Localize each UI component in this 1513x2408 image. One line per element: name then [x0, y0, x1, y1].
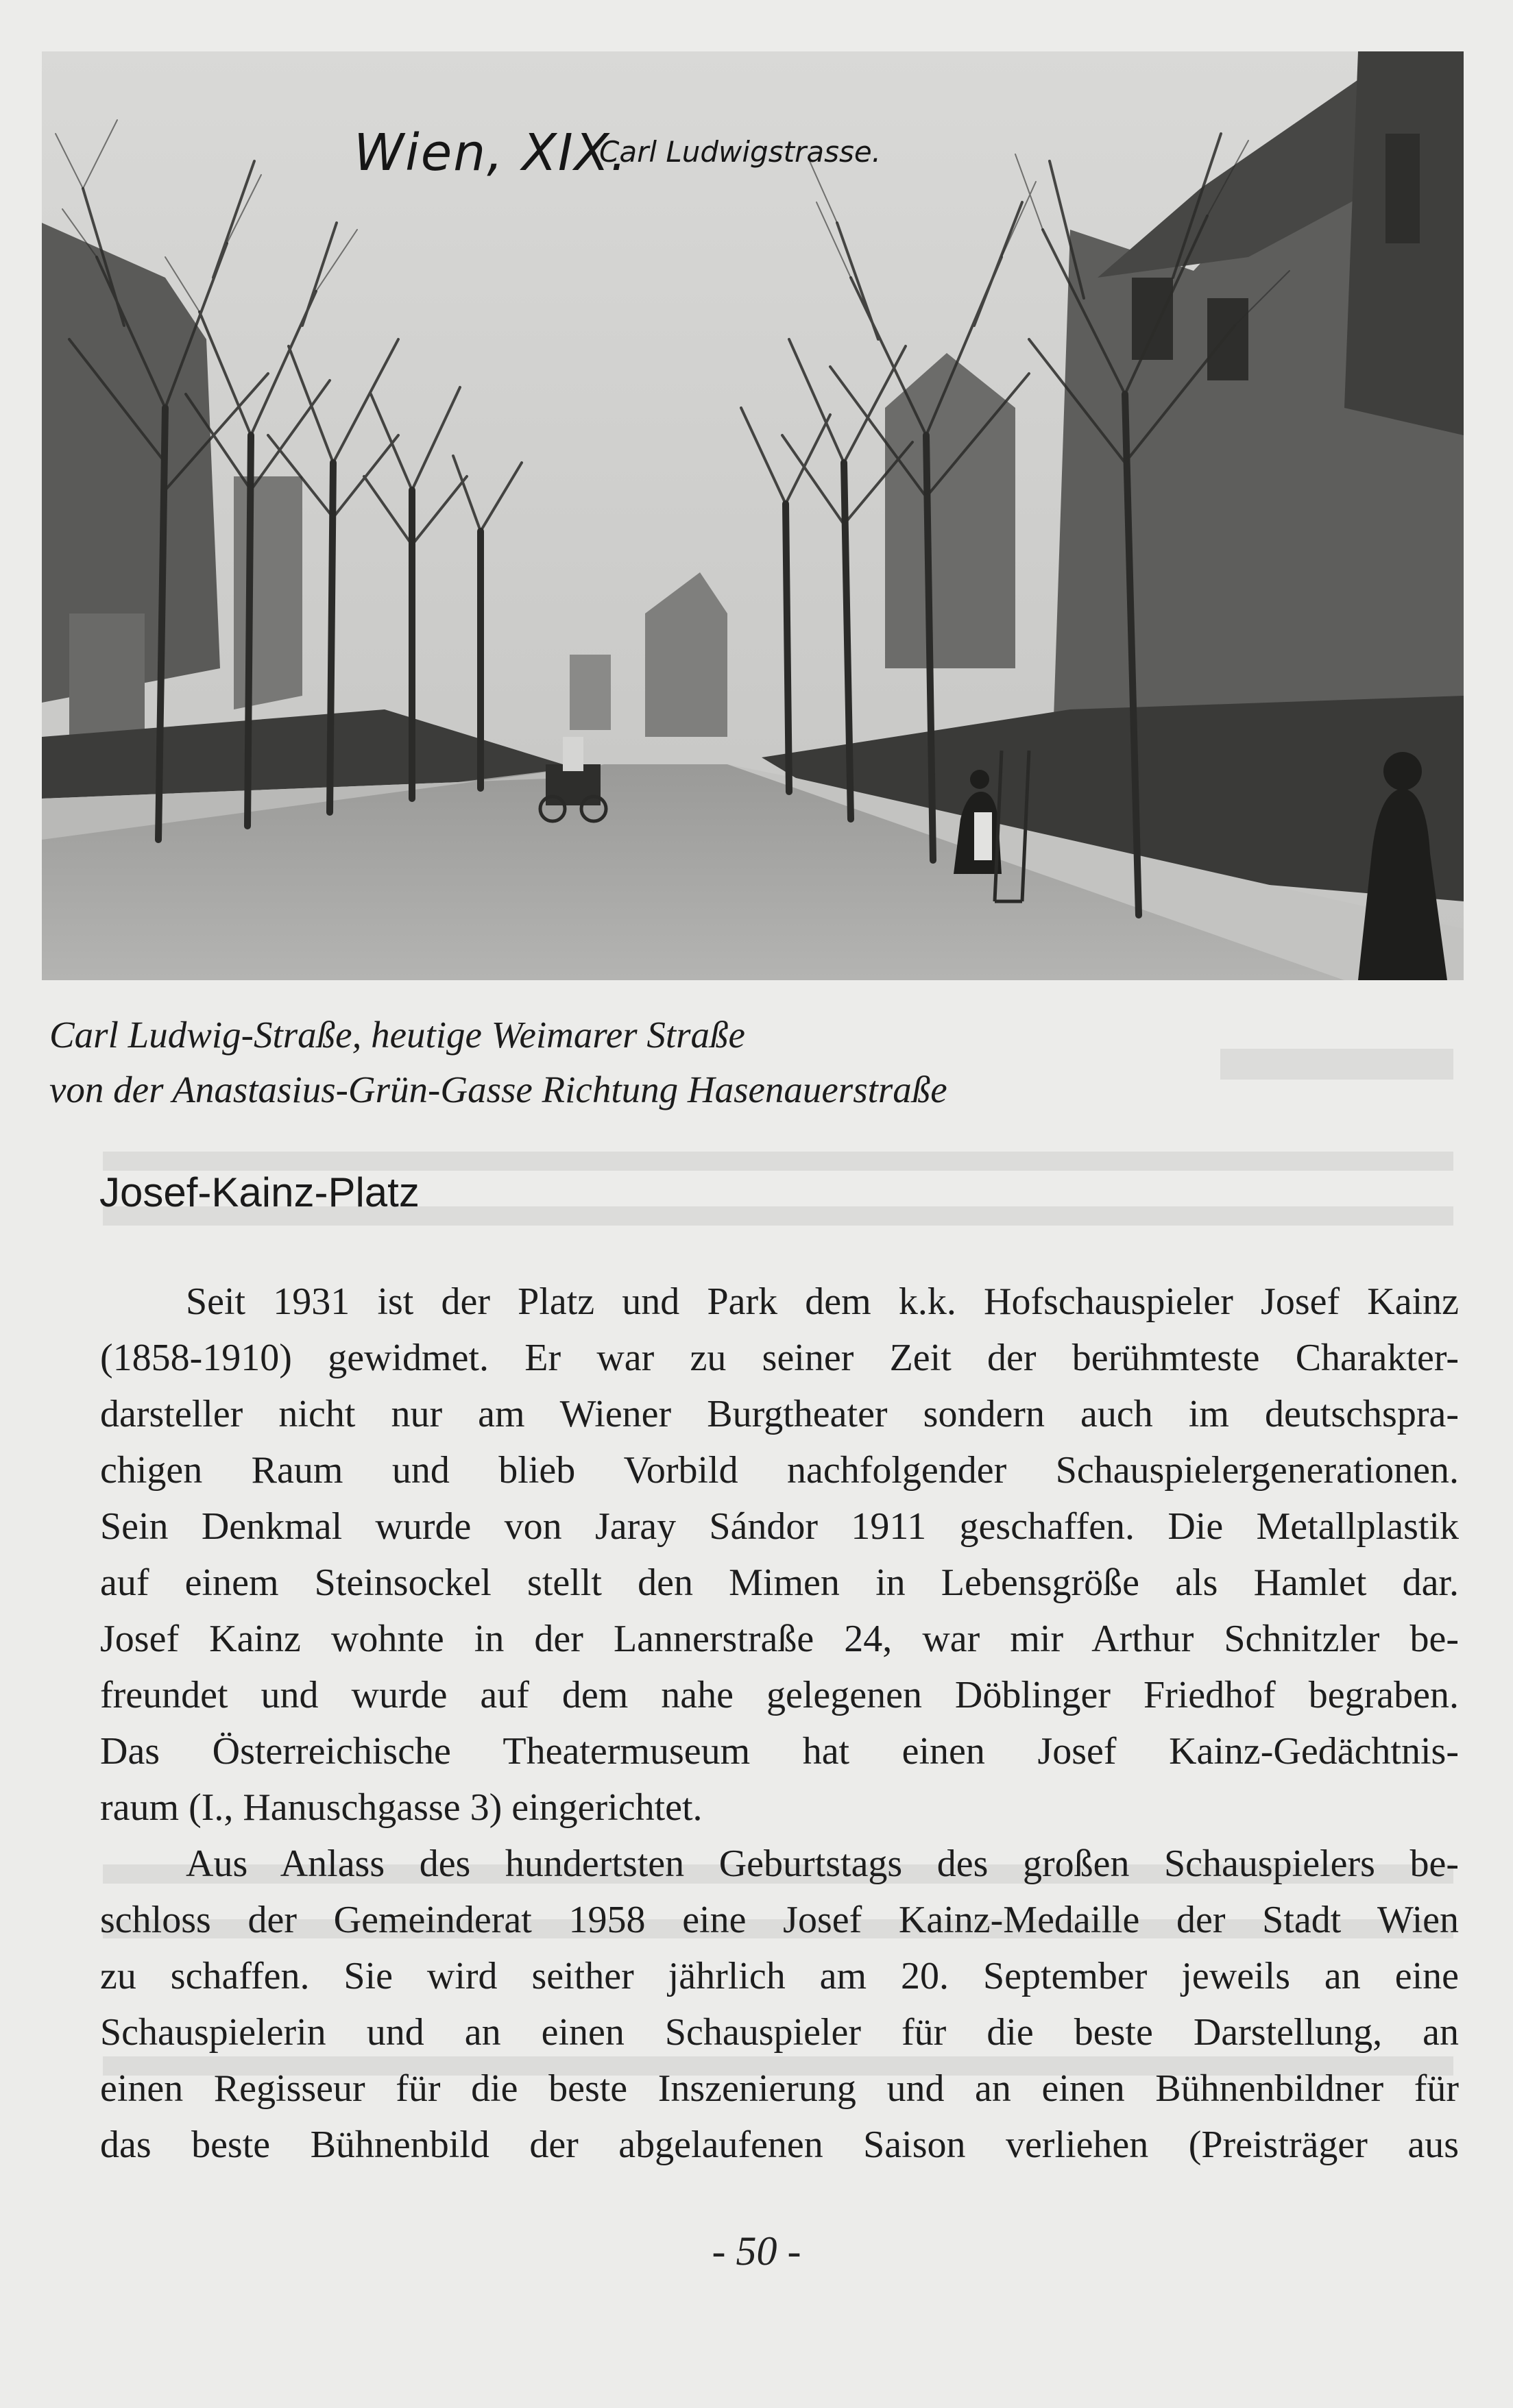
- paragraph-line: zu schaffen. Sie wird seither jährlich am 20. September jeweils an eine: [100, 1955, 1459, 1997]
- paragraph-line: Aus Anlass des hundertsten Geburtstags des großen Schauspielers be-: [186, 1843, 1459, 1885]
- paragraph-line: Schauspielerin und an einen Schauspieler für die beste Darstellung, an: [100, 2011, 1459, 2054]
- figure-caption: [49, 1008, 1352, 1117]
- paragraph-line: das beste Bühnenbild der abgelaufenen Saison verliehen (Preisträger aus: [100, 2124, 1459, 2166]
- street-scene-illustration: [42, 51, 1464, 980]
- figure-caption-line-2: von der Anastasius-Grün-Gasse Richtung Hasenauerstraße: [49, 1069, 947, 1110]
- paragraph-line: Sein Denkmal wurde von Jaray Sándor 1911 geschaffen. Die Metallplastik: [100, 1505, 1459, 1548]
- figure-caption-line-1: Carl Ludwig-Straße, heutige Weimarer Straße: [49, 1014, 745, 1056]
- page-number: - 50 -: [712, 2228, 801, 2274]
- photo-inscription-street: Carl Ludwigstrasse.: [599, 135, 882, 169]
- street-photograph: [42, 51, 1464, 980]
- paragraph-line: chigen Raum und blieb Vorbild nachfolgender Schauspielergenerationen.: [100, 1449, 1459, 1492]
- paragraph-line: Josef Kainz wohnte in der Lannerstraße 24, war mir Arthur Schnitzler be-: [100, 1618, 1459, 1660]
- paragraph-line: darsteller nicht nur am Wiener Burgtheater sondern auch im deutschspra-: [100, 1393, 1459, 1435]
- paragraph-line: Das Österreichische Theatermuseum hat einen Josef Kainz-Gedächtnis-: [100, 1730, 1459, 1773]
- paragraph-line: (1858-1910) gewidmet. Er war zu seiner Zeit der berühmteste Charakter-: [100, 1337, 1459, 1379]
- paragraph-line: auf einem Steinsockel stellt den Mimen in Lebensgröße als Hamlet dar.: [100, 1561, 1459, 1604]
- paragraph-line: Seit 1931 ist der Platz und Park dem k.k. Hofschauspieler Josef Kainz: [186, 1280, 1459, 1323]
- paragraph-line: freundet und wurde auf dem nahe gelegenen Döblinger Friedhof begraben.: [100, 1674, 1459, 1716]
- paragraph-line: schloss der Gemeinderat 1958 eine Josef Kainz-Medaille der Stadt Wien: [100, 1899, 1459, 1941]
- paragraph-line: raum (I., Hanuschgasse 3) eingerichtet.: [100, 1786, 703, 1829]
- body-text: [100, 1274, 1459, 2173]
- paragraph-line: einen Regisseur für die beste Inszenierung und an einen Bühnenbildner für: [100, 2067, 1459, 2110]
- section-heading: Josef-Kainz-Platz: [99, 1169, 420, 1215]
- photo-inscription-city: Wien, XIX.: [354, 123, 628, 182]
